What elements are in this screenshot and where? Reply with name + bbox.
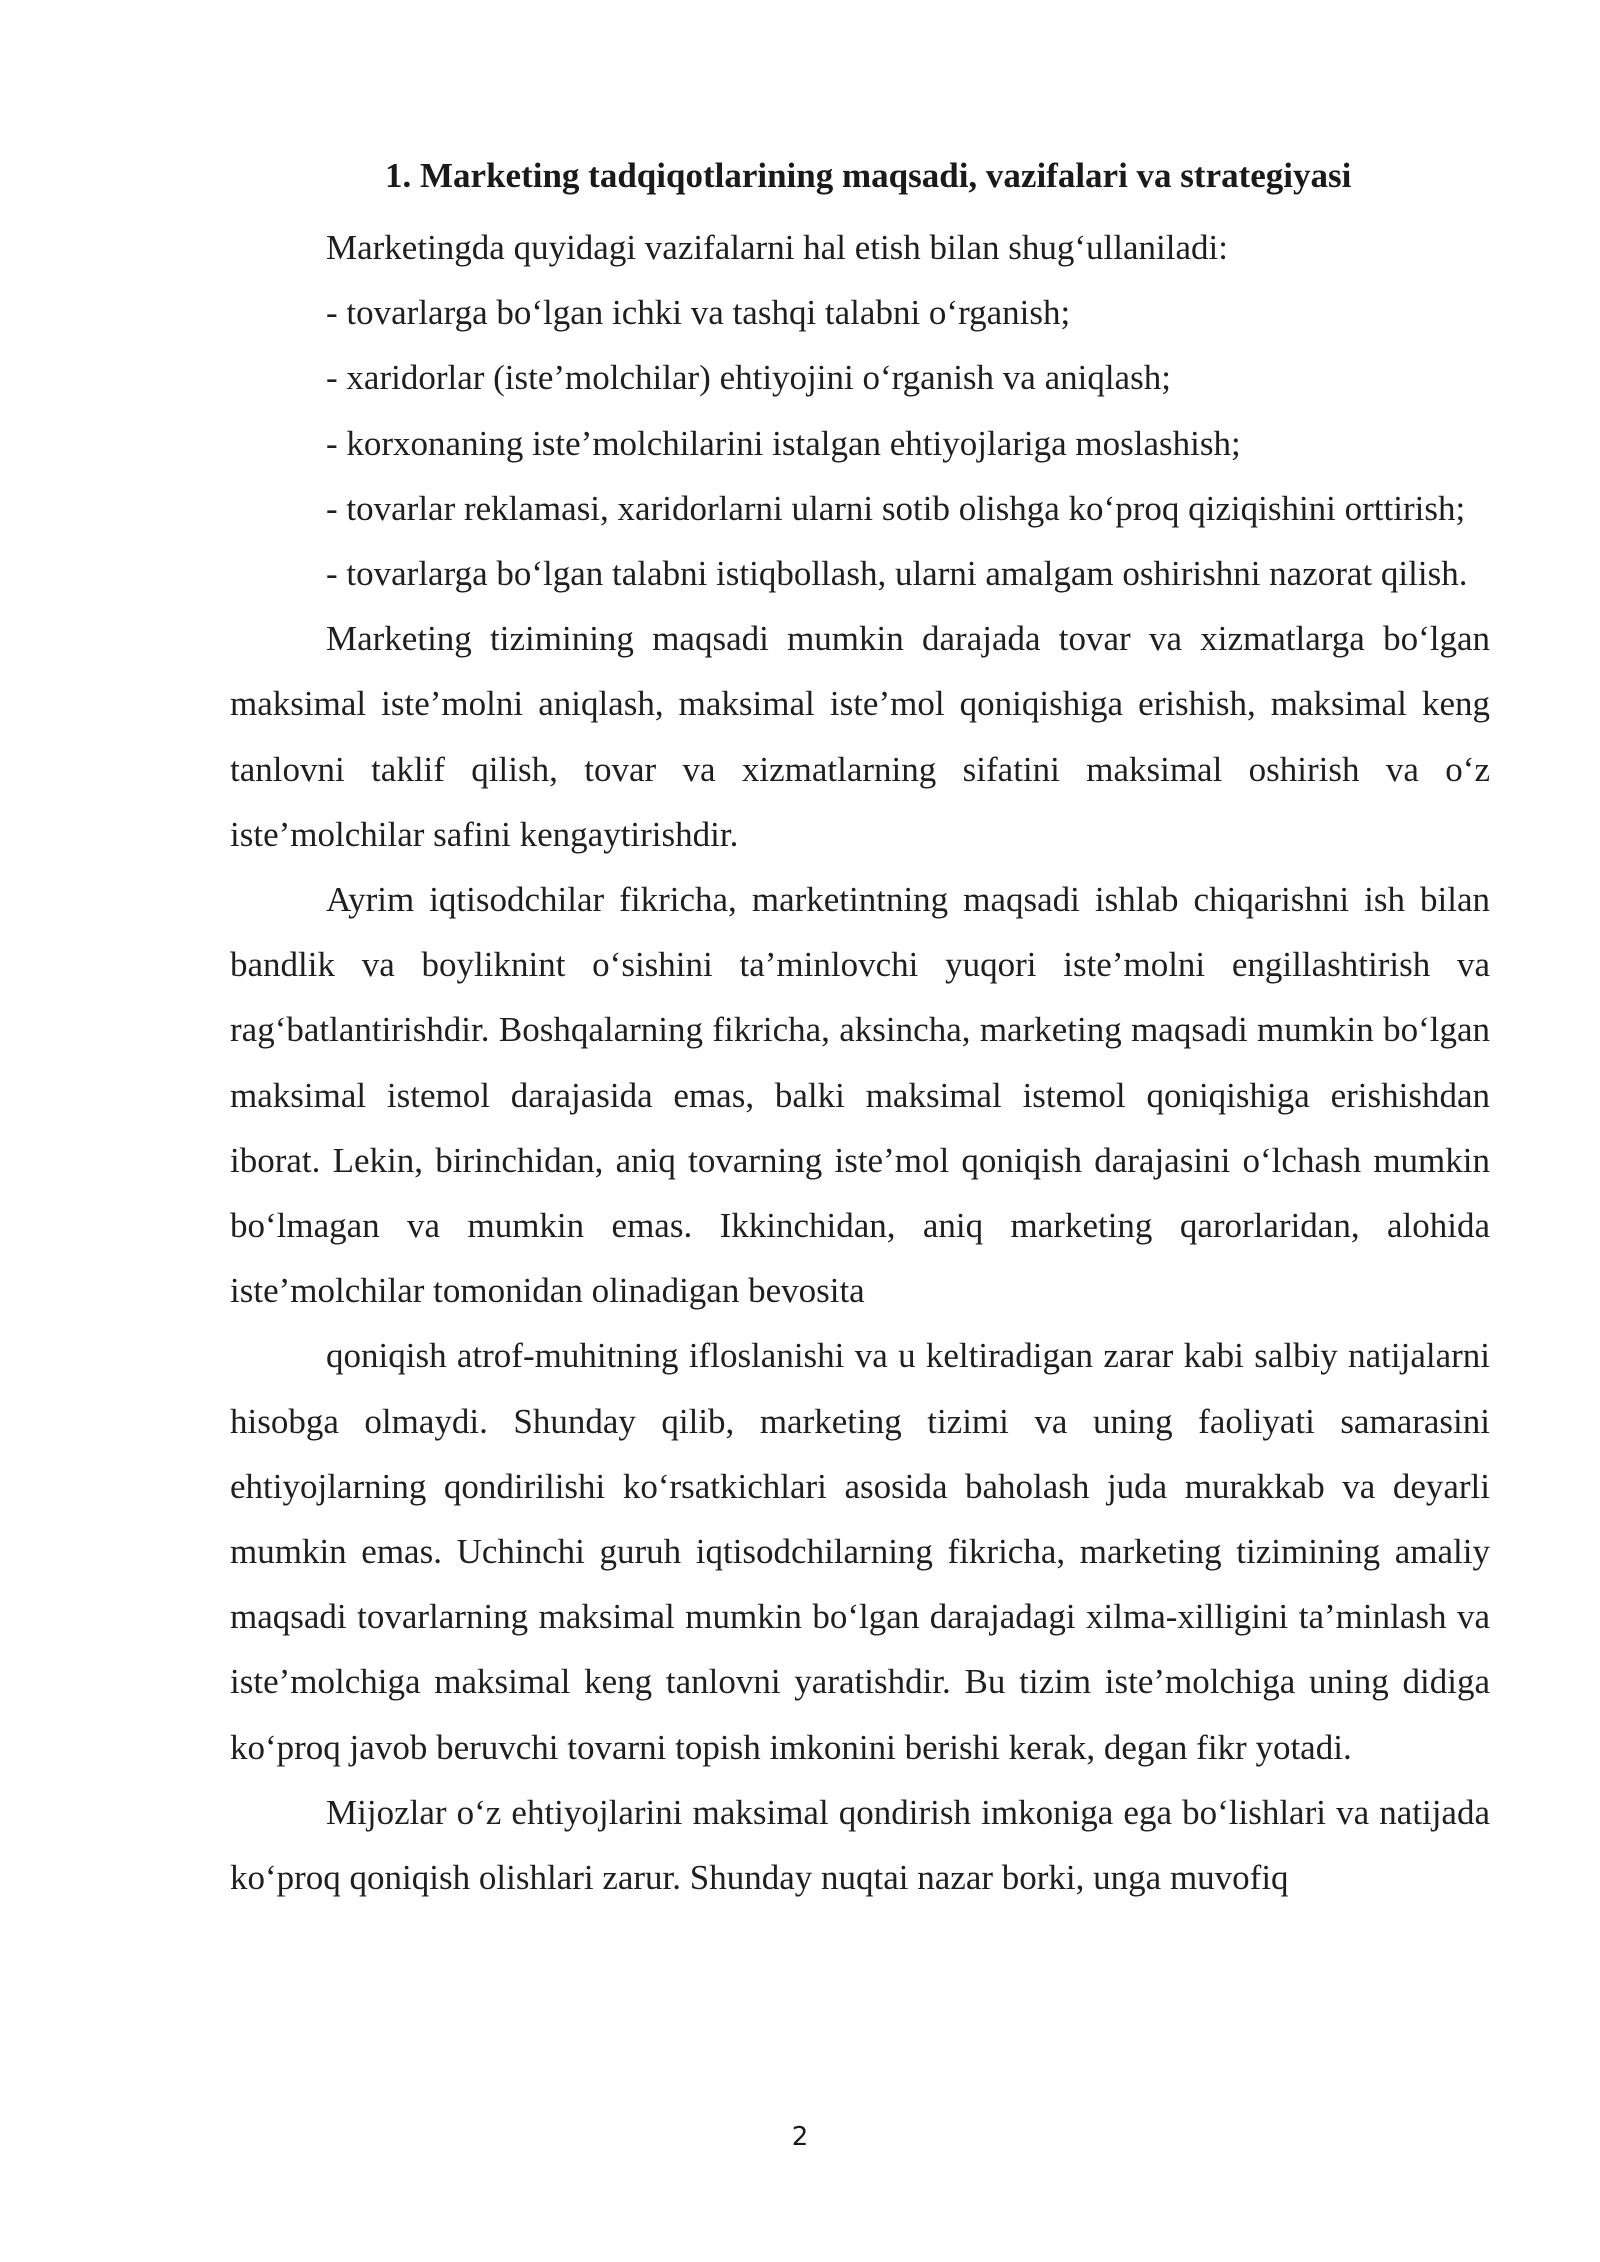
page-number: 2	[791, 2122, 809, 2152]
paragraph-satisfaction: qoniqish atrof-muhitning ifloslanishi va u keltiradigan zarar kabi salbiy natijalarni hisobga olmaydi. Shunday qilib, marketing tizimi va uning faoliyati samarasini ehtiyojlarning qondirilishi ko‘rsatkichlari asosida baholash juda murakkab va deyarli mumkin emas. Uchinchi guruh iqtisodchilarning fikricha, marketing tizimining amaliy maqsadi tovarlarning maksimal mumkin bo‘lgan darajadagi xilma-xilligini ta’minlash va iste’molchiga maksimal keng tanlovni yaratishdir. Bu tizim iste’molchiga uning didiga ko‘proq javob beruvchi tovarni topish imkonini berishi kerak, degan fikr yotadi.	[230, 1336, 1490, 1767]
page-content	[230, 150, 1490, 1910]
list-item-buyer-needs: - xaridorlar (iste’molchilar) ehtiyojini o‘rganish va aniqlash;	[326, 358, 1171, 398]
list-item-demand-study: - tovarlarga bo‘lgan ichki va tashqi talabni o‘rganish;	[326, 293, 1071, 333]
list-item-forecasting: - tovarlarga bo‘lgan talabni istiqbollash, ularni amalgam oshirishni nazorat qilish.	[326, 554, 1468, 594]
paragraph-intro: Marketingda quyidagi vazifalarni hal etish bilan shug‘ullaniladi:	[326, 228, 1228, 267]
paragraph-goal: Marketing tizimining maqsadi mumkin darajada tovar va xizmatlarga bo‘lgan maksimal iste’molni aniqlash, maksimal iste’mol qoniqishiga erishish, maksimal keng tanlovni taklif qilish, tovar va xizmatlarning sifatini maksimal oshirish va o‘z iste’molchilar safini kengaytirishdir.	[230, 619, 1490, 854]
list-item-adaptation: - korxonaning iste’molchilarini istalgan ehtiyojlariga moslashish;	[326, 423, 1241, 463]
paragraph-economists-views: Ayrim iqtisodchilar fikricha, marketintning maqsadi ishlab chiqarishni ish bilan bandlik va boyliknint o‘sishini ta’minlovchi yuqori iste’molni engillashtirish va rag‘batlantirishdir. Boshqalarning fikricha, aksincha, marketing maqsadi mumkin bo‘lgan maksimal istemol darajasida emas, balki maksimal istemol qoniqishiga erishishdan iborat. Lekin, birinchidan, aniq tovarning iste’mol qoniqish darajasini o‘lchash mumkin bo‘lmagan va mumkin emas. Ikkinchidan, aniq marketing qarorlaridan, alohida iste’molchilar tomonidan olinadigan bevosita	[230, 880, 1490, 1311]
paragraph-customers: Mijozlar o‘z ehtiyojlarini maksimal qondirish imkoniga ega bo‘lishlari va natijada ko‘proq qoniqish olishlari zarur. Shunday nuqtai nazar borki, unga muvofiq	[230, 1792, 1490, 1898]
section-title: 1. Marketing tadqiqotlarining maqsadi, vazifalari va strategiyasi	[385, 156, 1352, 195]
list-item-advertising: - tovarlar reklamasi, xaridorlarni ularni sotib olishga ko‘proq qiziqishini orttirish;	[326, 488, 1466, 528]
